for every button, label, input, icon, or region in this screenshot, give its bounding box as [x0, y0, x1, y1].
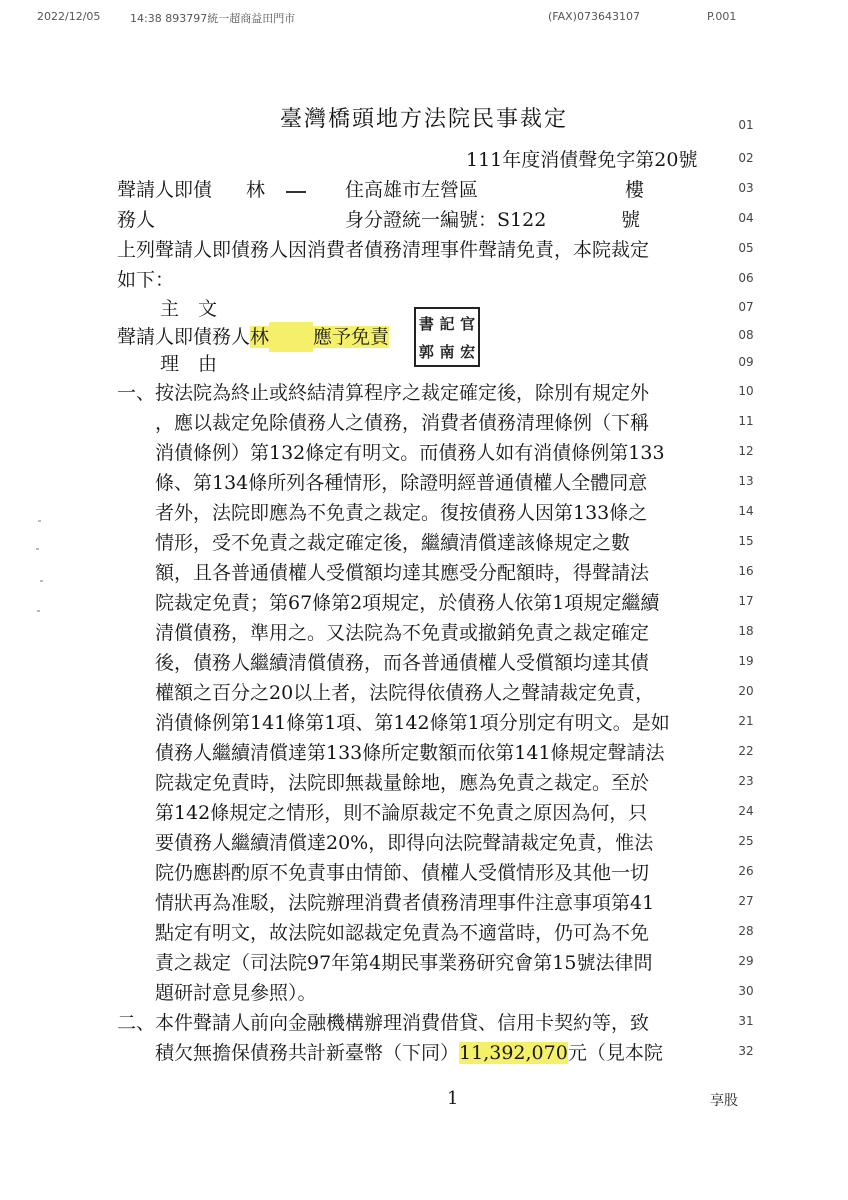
seal-char: 官 — [460, 314, 476, 333]
redaction-mark — [286, 175, 306, 205]
para1-line: 要債務人繼續清償達20%，即得向法院聲請裁定免責，惟法 — [155, 832, 654, 854]
para1-line: 責之裁定（司法院97年第4期民事業務研究會第15號法律問 — [155, 952, 653, 974]
document-title: 臺灣橋頭地方法院民事裁定 — [279, 107, 568, 132]
line-number: 18 — [738, 624, 754, 638]
para2-line-1: 二、本件聲請人前向金融機構辦理消費借貸、信用卡契約等，致 — [117, 1012, 650, 1034]
line-number: 02 — [738, 151, 754, 165]
party-address: 住高雄市左營區 — [345, 179, 479, 201]
case-number: 111年度消債聲免字第20號 — [466, 149, 698, 171]
party-id: 身分證統一編號：S122 — [345, 209, 547, 231]
para2-after: 元（見本院 — [567, 1042, 663, 1064]
seal-char: 宏 — [460, 342, 476, 361]
line-number: 23 — [738, 774, 754, 788]
page-number: 1 — [447, 1088, 459, 1109]
fax-date: 2022/12/05 — [37, 10, 101, 23]
line-number: 30 — [738, 984, 754, 998]
clerk-seal — [414, 307, 480, 367]
para1-line: 院仍應斟酌原不免責事由情節、債權人受償情形及其他一切 — [155, 862, 650, 884]
seal-char: 郭 — [418, 342, 434, 361]
para1-line: 消債條例）第132條定有明文。而債務人如有消債條例第133 — [155, 442, 665, 464]
party-role-1: 聲請人即債 — [117, 179, 213, 201]
party-id-suffix: 號 — [621, 209, 641, 231]
line-number: 09 — [738, 355, 754, 369]
line-number: 03 — [738, 181, 754, 195]
line-number: 26 — [738, 864, 754, 878]
line-number: 17 — [738, 594, 754, 608]
line-number: 11 — [738, 414, 754, 428]
line-number: 19 — [738, 654, 754, 668]
para1-line: 情形，受不免責之裁定確定後，繼續清償達該條規定之數 — [155, 532, 631, 554]
para1-line: 第142條規定之情形，則不論原裁定不免責之原因為何，只 — [155, 802, 648, 824]
line-number: 22 — [738, 744, 754, 758]
party-name: 林 — [246, 179, 266, 201]
seal-char: 書 — [418, 314, 434, 333]
para1-line: 權額之百分之20以上者，法院得依債務人之聲請裁定免責， — [155, 682, 655, 704]
line-number: 14 — [738, 504, 754, 518]
line-number: 06 — [738, 271, 754, 285]
para1-line: 院裁定免責；第67條第2項規定，於債務人依第1項規定繼續 — [155, 592, 660, 614]
debt-amount: 11,392,070 — [459, 1042, 568, 1064]
main-heading: 主 文 — [160, 298, 218, 320]
intro-line-2: 如下： — [117, 269, 175, 291]
footer-division: 享股 — [710, 1093, 738, 1109]
line-number: 27 — [738, 894, 754, 908]
para1-line: 額，且各普通債權人受償額均達其應受分配額時，得聲請法 — [155, 562, 650, 584]
para1-line: ，應以裁定免除債務人之債務，消費者債務清理條例（下稱 — [155, 412, 650, 434]
line-number: 07 — [738, 300, 754, 314]
para1-line: 清償債務，準用之。又法院為不免責或撤銷免責之裁定確定 — [155, 622, 650, 644]
line-number: 15 — [738, 534, 754, 548]
para1-line: 條、第134條所列各種情形，除證明經普通債權人全體同意 — [155, 472, 648, 494]
intro-line-1: 上列聲請人即債務人因消費者債務清理事件聲請免責，本院裁定 — [117, 239, 650, 261]
line-number: 25 — [738, 834, 754, 848]
para1-line: 者外，法院即應為不免責之裁定。復按債務人因第133條之 — [155, 502, 648, 524]
line-number: 31 — [738, 1014, 754, 1028]
ruling-text — [117, 322, 389, 352]
line-number: 13 — [738, 474, 754, 488]
scan-speck — [38, 520, 41, 522]
line-number: 24 — [738, 804, 754, 818]
line-number: 12 — [738, 444, 754, 458]
line-number: 21 — [738, 714, 754, 728]
para2-before: 積欠無擔保債務共計新臺幣（下同） — [155, 1042, 460, 1064]
line-number: 08 — [738, 328, 754, 342]
reason-heading: 理 由 — [160, 353, 218, 375]
para1-line: 點定有明文，故法院如認裁定免責為不適當時，仍可為不免 — [155, 922, 650, 944]
fax-page: P.001 — [707, 10, 737, 23]
seal-char: 南 — [439, 342, 455, 361]
line-number: 05 — [738, 241, 754, 255]
scan-speck — [37, 610, 40, 612]
para1-line: 一、按法院為終止或終結清算程序之裁定確定後，除別有規定外 — [117, 382, 650, 404]
para1-line: 債務人繼續清償達第133條所定數額而依第141條規定聲請法 — [155, 742, 665, 764]
line-number: 10 — [738, 384, 754, 398]
scan-speck — [36, 548, 39, 550]
line-number: 28 — [738, 924, 754, 938]
line-number: 01 — [738, 118, 754, 132]
party-role-2: 務人 — [117, 209, 156, 231]
para1-line: 情狀再為准駁，法院辦理消費者債務清理事件注意事項第41 — [155, 892, 655, 914]
ruling-prefix: 聲請人即債務人 — [117, 326, 251, 348]
para1-line: 後，債務人繼續清償債務，而各普通債權人受償額均達其債 — [155, 652, 650, 674]
scan-speck — [40, 580, 43, 582]
line-number: 32 — [738, 1044, 754, 1058]
line-number: 29 — [738, 954, 754, 968]
party-floor: 樓 — [625, 179, 645, 201]
para1-line: 題研討意見參照）。 — [155, 982, 317, 1004]
line-number: 04 — [738, 211, 754, 225]
para1-line: 院裁定免責時，法院即無裁量餘地，應為免責之裁定。至於 — [155, 772, 650, 794]
fax-time-sender: 14:38 893797統一超商益田門市 — [130, 12, 296, 25]
fax-number: (FAX)073643107 — [548, 10, 640, 23]
para2-line-2 — [155, 1038, 663, 1068]
line-number: 16 — [738, 564, 754, 578]
seal-char: 記 — [439, 314, 455, 333]
para1-line: 消債條例第141條第1項、第142條第1項分別定有明文。是如 — [155, 712, 670, 734]
ruling-name: 林 — [250, 326, 270, 348]
ruling-result: 應予免責 — [313, 326, 390, 348]
line-number: 20 — [738, 684, 754, 698]
